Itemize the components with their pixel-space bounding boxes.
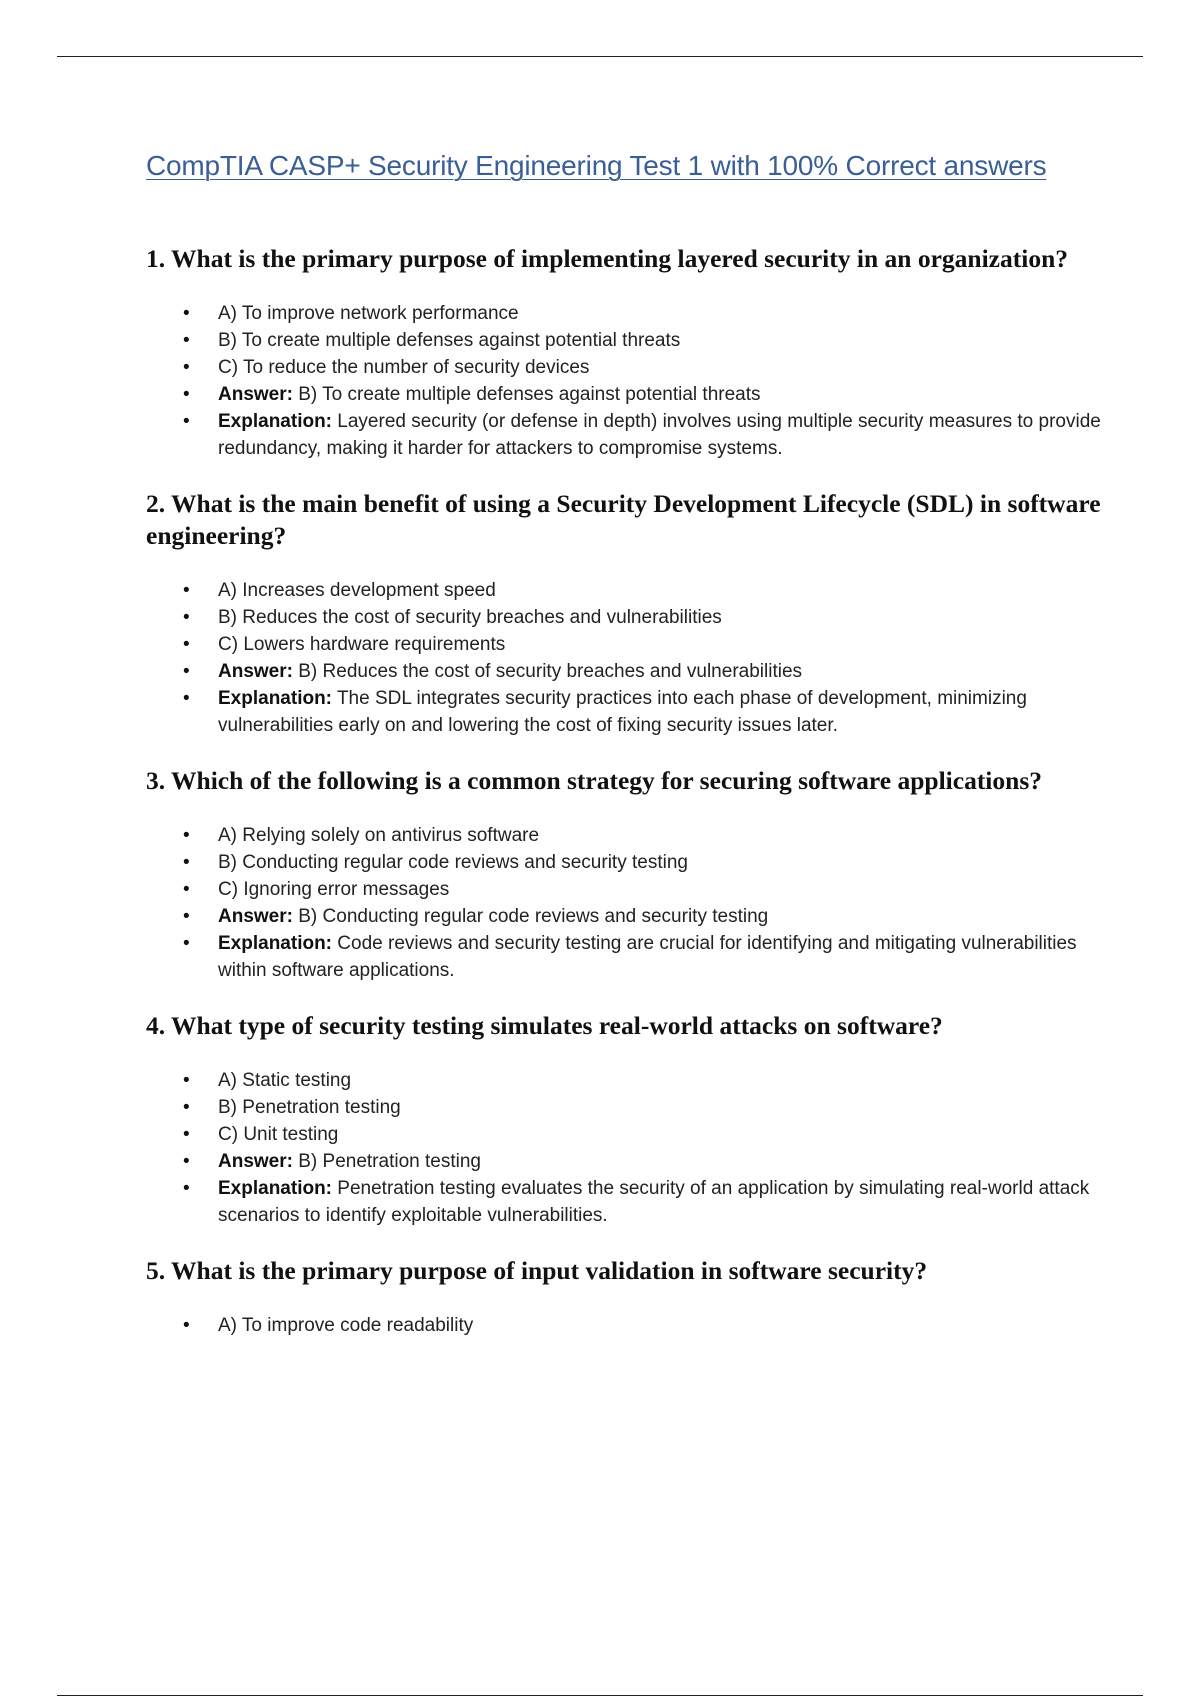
option-c: • C) To reduce the number of security devices: [146, 354, 1106, 381]
option-list: [146, 822, 1106, 984]
explanation-text: Penetration testing evaluates the security of an application by simulating real-world attack scenarios to identify exploitable vulnerabilities.: [218, 1178, 1090, 1226]
question-2: [146, 488, 1106, 739]
explanation-text: The SDL integrates security practices into each phase of development, minimizing vulnerabilities early on and lowering the cost of fixing security issues later.: [218, 688, 1027, 736]
answer-label: Answer:: [218, 1151, 293, 1172]
answer-label: Answer:: [218, 384, 293, 405]
option-a: • A) To improve network performance: [146, 300, 1106, 327]
explanation-label: Explanation:: [218, 688, 333, 709]
option-c: • C) Lowers hardware requirements: [146, 631, 1106, 658]
option-b: • B) Penetration testing: [146, 1094, 1106, 1121]
answer-label: Answer:: [218, 906, 293, 927]
option-list: [146, 577, 1106, 739]
option-a: • A) Static testing: [146, 1067, 1106, 1094]
explanation-text: Code reviews and security testing are crucial for identifying and mitigating vulnerabilities within software applications.: [218, 933, 1077, 981]
question-4: [146, 1010, 1106, 1229]
question-5: [146, 1255, 1106, 1339]
question-heading: 2. What is the main benefit of using a Security Development Lifecycle (SDL) in software engineering?: [146, 489, 1101, 550]
answer-label: Answer:: [218, 661, 293, 682]
question-heading: 3. Which of the following is a common strategy for securing software applications?: [146, 766, 1042, 795]
option-c: • C) Ignoring error messages: [146, 876, 1106, 903]
question-3: [146, 765, 1106, 984]
explanation-item: [146, 1175, 1106, 1229]
explanation-label: Explanation:: [218, 933, 333, 954]
explanation-label: Explanation:: [218, 411, 333, 432]
answer-text: B) Penetration testing: [298, 1151, 481, 1172]
option-list: [146, 1312, 1106, 1339]
option-list: [146, 1067, 1106, 1229]
top-rule: [57, 56, 1143, 57]
explanation-item: [146, 930, 1106, 984]
question-heading: 5. What is the primary purpose of input validation in software security?: [146, 1256, 928, 1285]
explanation-label: Explanation:: [218, 1178, 333, 1199]
option-list: [146, 300, 1106, 462]
explanation-text: Layered security (or defense in depth) involves using multiple security measures to provide redundancy, making it harder for attackers to compromise systems.: [218, 411, 1101, 459]
bottom-rule: [57, 1695, 1143, 1696]
answer-item: [146, 381, 1106, 408]
document-body: [146, 150, 1106, 1339]
document-title: CompTIA CASP+ Security Engineering Test 1 with 100% Correct answers: [146, 150, 1047, 181]
answer-item: [146, 1148, 1106, 1175]
option-c: • C) Unit testing: [146, 1121, 1106, 1148]
question-heading: 1. What is the primary purpose of implementing layered security in an organization?: [146, 244, 1068, 273]
option-b: • B) Conducting regular code reviews and security testing: [146, 849, 1106, 876]
answer-item: [146, 903, 1106, 930]
question-heading: 4. What type of security testing simulates real-world attacks on software?: [146, 1011, 943, 1040]
explanation-item: [146, 685, 1106, 739]
answer-text: B) To create multiple defenses against potential threats: [298, 384, 761, 405]
answer-item: [146, 658, 1106, 685]
option-a: • A) To improve code readability: [146, 1312, 1106, 1339]
option-b: • B) To create multiple defenses against potential threats: [146, 327, 1106, 354]
option-b: • B) Reduces the cost of security breaches and vulnerabilities: [146, 604, 1106, 631]
question-1: [146, 243, 1106, 462]
explanation-item: [146, 408, 1106, 462]
answer-text: B) Reduces the cost of security breaches and vulnerabilities: [298, 661, 803, 682]
option-a: • A) Increases development speed: [146, 577, 1106, 604]
answer-text: B) Conducting regular code reviews and security testing: [298, 906, 769, 927]
option-a: • A) Relying solely on antivirus software: [146, 822, 1106, 849]
